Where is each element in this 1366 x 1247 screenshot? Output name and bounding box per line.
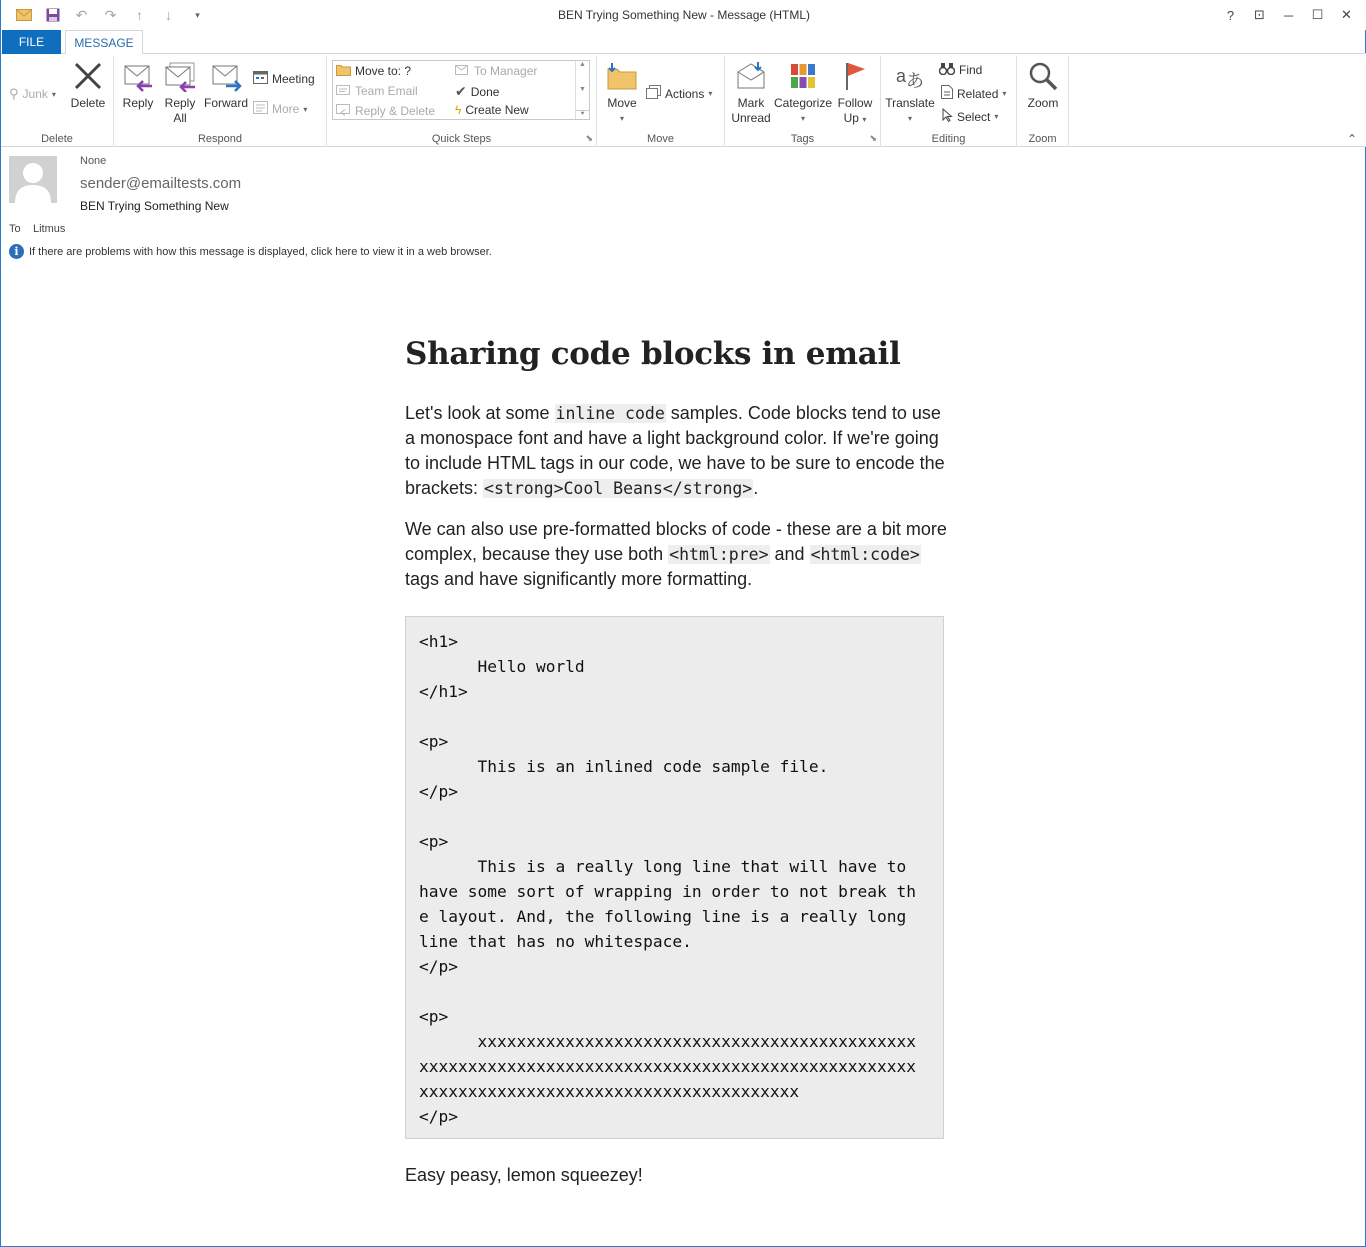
quick-step-move-to[interactable] [336,63,411,79]
window-title: BEN Trying Something New - Message (HTML) [557,8,811,22]
to-recipient[interactable]: Litmus [33,223,66,235]
ribbon-display-options-button[interactable]: ⊡ [1254,7,1265,22]
quick-step-reply-delete[interactable] [336,103,435,119]
respond-group-label: Respond [197,133,243,145]
categorize-icon [786,59,820,93]
done-label: Done [470,84,500,99]
magnifier-icon [1026,59,1060,93]
reply-delete-label: Reply & Delete [355,104,436,118]
folder-icon [336,63,351,79]
move-group-label: Move [647,133,674,145]
related-label: Related [957,86,999,101]
quick-step-done[interactable] [455,83,499,100]
reply-all-label-line1: Reply [164,96,196,110]
tags-group-label: Tags [790,133,815,145]
close-button[interactable]: ✕ [1341,7,1352,22]
title-bar [1,0,1366,30]
p2-text-b: and [769,544,810,564]
p2-text-a: We can also use pre-formatted blocks of code - these are a bit more complex, because they use both [405,519,947,564]
cursor-icon [942,108,953,125]
window-controls [1216,4,1361,26]
info-icon: i [9,244,24,259]
chevron-down-icon: ▾ [1002,89,1007,98]
inline-code-2: <strong>Cool Beans</strong> [484,479,753,498]
more-icon [253,101,268,117]
follow-up-label-up: Up [843,111,859,125]
ribbon [1,54,1366,147]
message-header [1,148,1366,268]
chevron-down-icon: ▾ [994,112,999,121]
undo-icon[interactable]: ↶ [75,6,88,23]
info-bar[interactable] [9,244,492,259]
move-folder-icon [605,59,639,93]
to-manager-label: To Manager [474,64,538,78]
translate-icon: a あ [895,65,924,91]
p2-text-c: tags and have significantly more formatting. [405,569,753,589]
reply-delete-icon [336,103,351,119]
closing-line: Easy peasy, lemon squeezey! [405,1165,643,1185]
avatar [9,156,57,203]
quick-steps-scrollbar[interactable] [575,61,589,119]
minimize-button[interactable]: ─ [1283,7,1294,23]
follow-up-button[interactable] [835,59,875,127]
more-label: More [272,102,300,116]
junk-button[interactable] [9,86,56,102]
code-block: <h1> Hello world </h1> <p> This is an inlined code sample file. </p> <p> This is a really long line that will have to have some sort of wrapping in order to not break th e layout. And, the following line is a really long line that has no whitespace. </p> <p> xxxxxxxxxxxxxxxxxxxxxxxxxxxxxxxxxxxxxxxxxxxxx xxxxxxxxxxxxxxxxxxxxxxxxxxxxxxxxxxxxxxxxxxxxxxxxxxx xxxxxxxxxxxxxxxxxxxxxxxxxxxxxxxxxxxxxxx </p> [405,616,944,1139]
p1-text-c: . [753,478,759,498]
translate-button[interactable] [885,59,935,126]
sender-address[interactable]: sender@emailtests.com [80,175,242,192]
reply-label: Reply [122,96,154,110]
chevron-down-icon: ▾ [800,114,805,123]
move-button[interactable] [603,59,641,126]
envelope-arrow-icon [455,63,470,79]
quick-steps-gallery [332,60,590,120]
move-group [597,56,725,147]
junk-icon: ⚲ [9,86,19,101]
meeting-label: Meeting [272,71,315,86]
ribbon-tabs [1,30,1366,54]
delete-label: Delete [70,96,106,110]
select-label: Select [957,109,991,124]
team-email-icon [336,83,351,99]
binoculars-icon [939,62,955,78]
team-email-label: Team Email [355,84,418,98]
mark-unread-label-line1: Mark [737,96,765,110]
chevron-down-icon: ▾ [303,104,308,114]
follow-up-label-line2 [835,111,875,127]
editing-group [881,56,1017,147]
body-heading: Sharing code blocks in email [405,336,901,372]
more-respond-button[interactable] [253,101,307,117]
select-button[interactable] [942,108,998,125]
inline-code-1: inline code [555,404,665,423]
translate-label: Translate [885,96,935,110]
reply-all-button[interactable] [160,59,200,126]
tab-file[interactable]: FILE [2,30,61,54]
body-paragraph-2 [405,517,949,592]
forward-label: Forward [203,96,248,110]
actions-label: Actions [665,86,705,101]
find-label: Find [959,63,983,77]
chevron-down-icon: ▾ [862,115,867,124]
junk-label: Junk [22,87,48,101]
move-to-label: Move to: ? [355,64,412,78]
delete-group-label: Delete [41,133,73,145]
forward-button[interactable] [203,59,249,111]
actions-icon [646,85,661,102]
delete-group [1,56,114,147]
reply-all-label-line2: All [173,111,187,125]
lightning-icon: ϟ [455,103,462,117]
actions-button[interactable] [646,85,712,102]
tags-dialog-launcher-icon[interactable]: ⬊ [869,133,877,143]
respond-group [114,56,327,147]
info-bar-text: If there are problems with how this message is displayed, click here to view it in a web browser. [29,245,492,258]
reply-all-icon [163,59,197,93]
zoom-group-label: Zoom [1028,133,1057,145]
help-button[interactable]: ? [1226,7,1235,23]
quick-step-team-email[interactable] [336,83,418,99]
related-button[interactable] [941,85,1006,102]
tags-group [725,56,881,147]
quick-steps-group-label: Quick Steps [431,133,492,145]
zoom-button[interactable] [1023,59,1063,111]
reply-button[interactable] [120,59,156,111]
collapse-ribbon-icon[interactable]: ⌃ [1346,132,1357,146]
related-icon [941,85,953,102]
inline-code-4: <html:code> [810,545,920,564]
inline-code-3: <html:pre> [669,545,769,564]
quick-steps-group [327,56,597,147]
find-button[interactable] [939,62,982,78]
message-subject: BEN Trying Something New [80,199,229,213]
scroll-up-icon[interactable]: ▲ [579,61,586,68]
message-body [405,330,949,1186]
delete-x-icon [71,59,105,93]
editing-group-label: Editing [931,133,966,145]
calendar-icon [253,70,268,87]
p1-text-b: samples. Code blocks tend to use a monospace font and have a light background color. If we're going to include HTML tags in our code, we have to be sure to encode the brackets: [405,403,945,498]
quick-steps-dialog-launcher-icon[interactable]: ⬊ [585,133,593,143]
maximize-button[interactable]: ☐ [1311,7,1324,22]
p1-text-a: Let's look at some [405,403,555,423]
body-paragraph-1 [405,401,949,501]
gallery-expand-icon[interactable]: ⯆ [576,110,589,119]
mark-unread-label-line2: Unread [731,111,771,125]
delete-button[interactable] [67,59,109,111]
reply-icon [121,59,155,93]
chevron-down-icon: ▾ [51,89,56,99]
move-label: Move [607,96,637,110]
categorize-button[interactable] [773,59,833,126]
categorize-label: Categorize [773,96,833,110]
tab-message[interactable]: MESSAGE [65,30,143,55]
flag-status: None [80,155,107,167]
flag-icon [838,59,872,93]
quick-step-create-new[interactable] [455,103,529,117]
down-arrow-icon[interactable]: ↓ [165,7,172,23]
chevron-down-icon: ▾ [708,89,713,98]
meeting-button[interactable] [253,70,315,87]
follow-up-label-line1: Follow [837,96,873,110]
mark-unread-icon [734,59,768,93]
mark-unread-button[interactable] [731,59,771,126]
chevron-down-icon: ▾ [619,114,624,123]
scroll-down-icon[interactable]: ▼ [579,85,586,93]
quick-step-to-manager[interactable] [455,63,537,79]
chevron-down-icon: ▾ [907,114,912,123]
customize-icon[interactable]: ▾ [195,9,200,20]
zoom-label: Zoom [1027,96,1059,110]
forward-icon [209,59,243,93]
checkmark-icon: ✔ [455,83,467,99]
to-label: To [9,223,21,235]
zoom-group [1017,56,1069,147]
redo-icon[interactable]: ↷ [104,6,117,23]
create-new-label: Create New [465,103,529,117]
up-arrow-icon[interactable]: ↑ [136,7,143,23]
